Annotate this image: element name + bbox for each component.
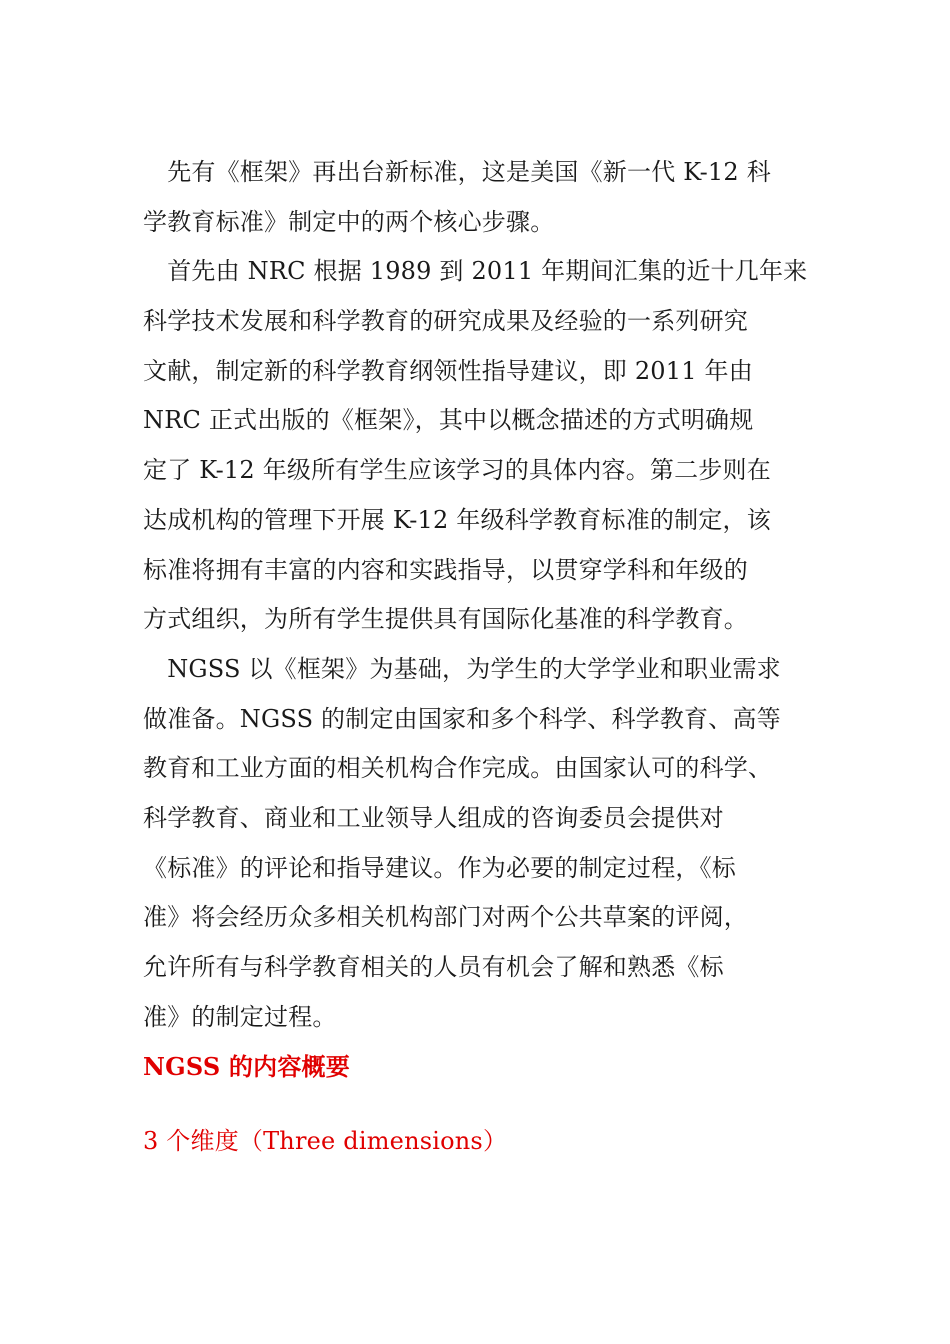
paragraph-line: 学教育标准》制定中的两个核心步骤。 [143,207,555,236]
paragraph-line: 标准将拥有丰富的内容和实践指导，以贯穿学科和年级的 [143,555,748,584]
paragraph-line: 文献，制定新的科学教育纲领性指导建议，即 2011 年由 [143,356,753,385]
paragraph-line: 科学教育、商业和工业领导人组成的咨询委员会提供对 [143,803,724,832]
paragraph-line: 允许所有与科学教育相关的人员有机会了解和熟悉《标 [143,953,724,981]
paragraph-line: 《标准》的评论和指导建议。作为必要的制定过程，《标 [143,853,736,882]
paragraph-1 [143,148,813,247]
paragraph-line: 准》的制定过程。 [143,1002,337,1031]
paragraph-line: 科学技术发展和科学教育的研究成果及经验的一系列研究 [143,307,748,336]
paragraph-line: 方式组织，为所有学生提供具有国际化基准的科学教育。 [143,605,748,634]
paragraph-line: 做准备。NGSS 的制定由国家和多个科学、科学教育、高等 [143,704,781,733]
paragraph-line: NRC 正式出版的《框架》，其中以概念描述的方式明确规 [143,406,754,435]
subsection-heading: 3 个维度（Three dimensions） [143,1127,508,1156]
paragraph-line: 达成机构的管理下开展 K-12 年级科学教育标准的制定，该 [143,505,771,534]
paragraph-line: 教育和工业方面的相关机构合作完成。由国家认可的科学、 [143,754,773,783]
document-body [143,148,813,1167]
paragraph-line: 准》将会经历众多相关机构部门对两个公共草案的评阅， [143,903,748,932]
paragraph-line: 定了 K-12 年级所有学生应该学习的具体内容。第二步则在 [143,456,771,485]
spacer [143,1092,813,1117]
paragraph-line: 首先由 NRC 根据 1989 到 2011 年期间汇集的近十几年来 [143,257,808,286]
paragraph-line: NGSS 以《框架》为基础，为学生的大学学业和职业需求 [143,654,781,683]
paragraph-line: 先有《框架》再出台新标准，这是美国《新一代 K-12 科 [143,158,771,186]
section-heading: NGSS 的内容概要 [143,1052,350,1082]
paragraph-3 [143,645,813,1043]
paragraph-2 [143,247,813,645]
